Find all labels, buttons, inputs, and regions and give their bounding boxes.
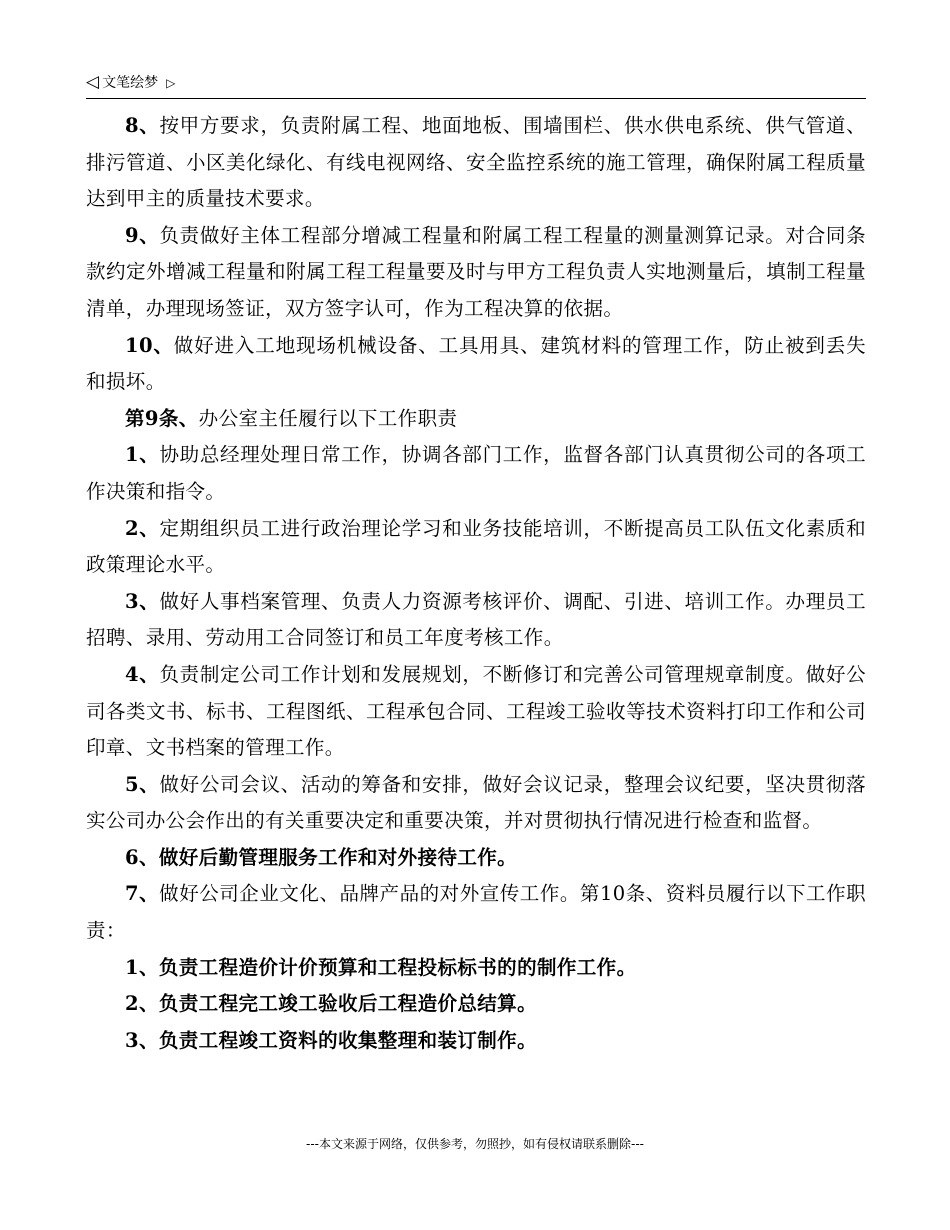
paragraph-office-6: [86, 840, 866, 877]
paragraph-number: 10、: [125, 333, 174, 357]
paragraph-clerk-2: [86, 986, 866, 1023]
paragraph-number: 6、: [125, 845, 159, 869]
paragraph-text: 定期组织员工进行政治理论学习和业务技能培训，不断提高员工队伍文化素质和政策理论水平。: [86, 516, 866, 577]
paragraph-number: 7、: [125, 882, 160, 906]
paragraph-text: 做好后勤管理服务工作和对外接待工作。: [158, 845, 518, 869]
paragraph-9: [86, 218, 866, 328]
paragraph-office-1: [86, 437, 866, 510]
paragraph-text: 负责工程完工竣工验收后工程造价总结算。: [158, 992, 537, 1016]
paragraph-office-7: [86, 876, 866, 949]
paragraph-number: 5、: [125, 772, 160, 796]
paragraph-number: 9、: [125, 223, 160, 247]
paragraph-10: [86, 328, 866, 401]
article-number: 第9条、: [125, 406, 199, 430]
paragraph-text: 负责制定公司工作计划和发展规划，不断修订和完善公司管理规章制度。做好公司各类文书、标书、工程图纸、工程承包合同、工程竣工验收等技术资料打印工作和公司印章、文书档案的管理工作。: [86, 662, 866, 760]
paragraph-number: 3、: [125, 1028, 159, 1052]
paragraph-text: 负责工程竣工资料的收集整理和装订制作。: [158, 1028, 537, 1052]
paragraph-number: 2、: [125, 516, 160, 540]
paragraph-clerk-3: [86, 1023, 866, 1060]
paragraph-text: 按甲方要求，负责附属工程、地面地板、围墙围栏、供水供电系统、供气管道、排污管道、小区美化绿化、有线电视网络、安全监控系统的施工管理，确保附属工程质量达到甲主的质量技术要求。: [86, 114, 866, 211]
paragraph-clerk-1: [86, 950, 866, 987]
header-title: 文笔绘梦: [102, 75, 159, 91]
paragraph-text: 做好公司企业文化、品牌产品的对外宣传工作。第10条、资料员履行以下工作职责：: [86, 882, 867, 943]
paragraph-number: 8、: [125, 114, 160, 137]
paragraph-text: 协助总经理处理日常工作，协调各部门工作，监督各部门认真贯彻公司的各项工作决策和指令。: [86, 443, 866, 503]
paragraph-office-2: [86, 511, 866, 584]
paragraph-text: 负责做好主体工程部分增减工程量和附属工程工程量的测量测算记录。对合同条款约定外增减工程量和附属工程工程量要及时与甲方工程负责人实地测量后，填制工程量清单，办理现场签证，双方签字认可，作为工程决算的依据。: [86, 223, 866, 320]
paragraph-text: 做好公司会议、活动的筹备和安排，做好会议记录，整理会议纪要，坚决贯彻落实公司办公会作出的有关重要决定和重要决策，并对贯彻执行情况进行检查和监督。: [86, 772, 866, 833]
paragraph-number: 4、: [125, 662, 160, 686]
paragraph-text: 负责工程造价计价预算和工程投标标书的的制作工作。: [158, 955, 637, 979]
page-footer: ---本文来源于网络，仅供参考，勿照抄，如有侵权请联系删除---: [306, 1137, 644, 1151]
paragraph-number: 1、: [125, 443, 160, 467]
article-title: 办公室主任履行以下工作职责: [198, 406, 458, 430]
paragraph-office-4: [86, 657, 866, 767]
right-triangle-icon: ▷: [166, 76, 176, 90]
left-triangle-icon: ◁: [86, 72, 100, 92]
paragraph-8: [86, 108, 866, 218]
paragraph-number: 1、: [125, 955, 159, 979]
paragraph-text: 做好进入工地现场机械设备、工具用具、建筑材料的管理工作，防止被到丢失和损坏。: [86, 333, 866, 394]
paragraph-office-3: [86, 584, 866, 657]
document-body: [86, 108, 866, 1059]
paragraph-number: 3、: [125, 589, 160, 613]
paragraph-number: 2、: [125, 992, 159, 1016]
paragraph-office-5: [86, 767, 866, 840]
article-9-heading: [86, 401, 866, 438]
paragraph-text: 做好人事档案管理、负责人力资源考核评价、调配、引进、培训工作。办理员工招聘、录用、劳动用工合同签订和员工年度考核工作。: [86, 589, 866, 650]
header-title-group: [86, 72, 175, 92]
page-header: [86, 68, 866, 99]
